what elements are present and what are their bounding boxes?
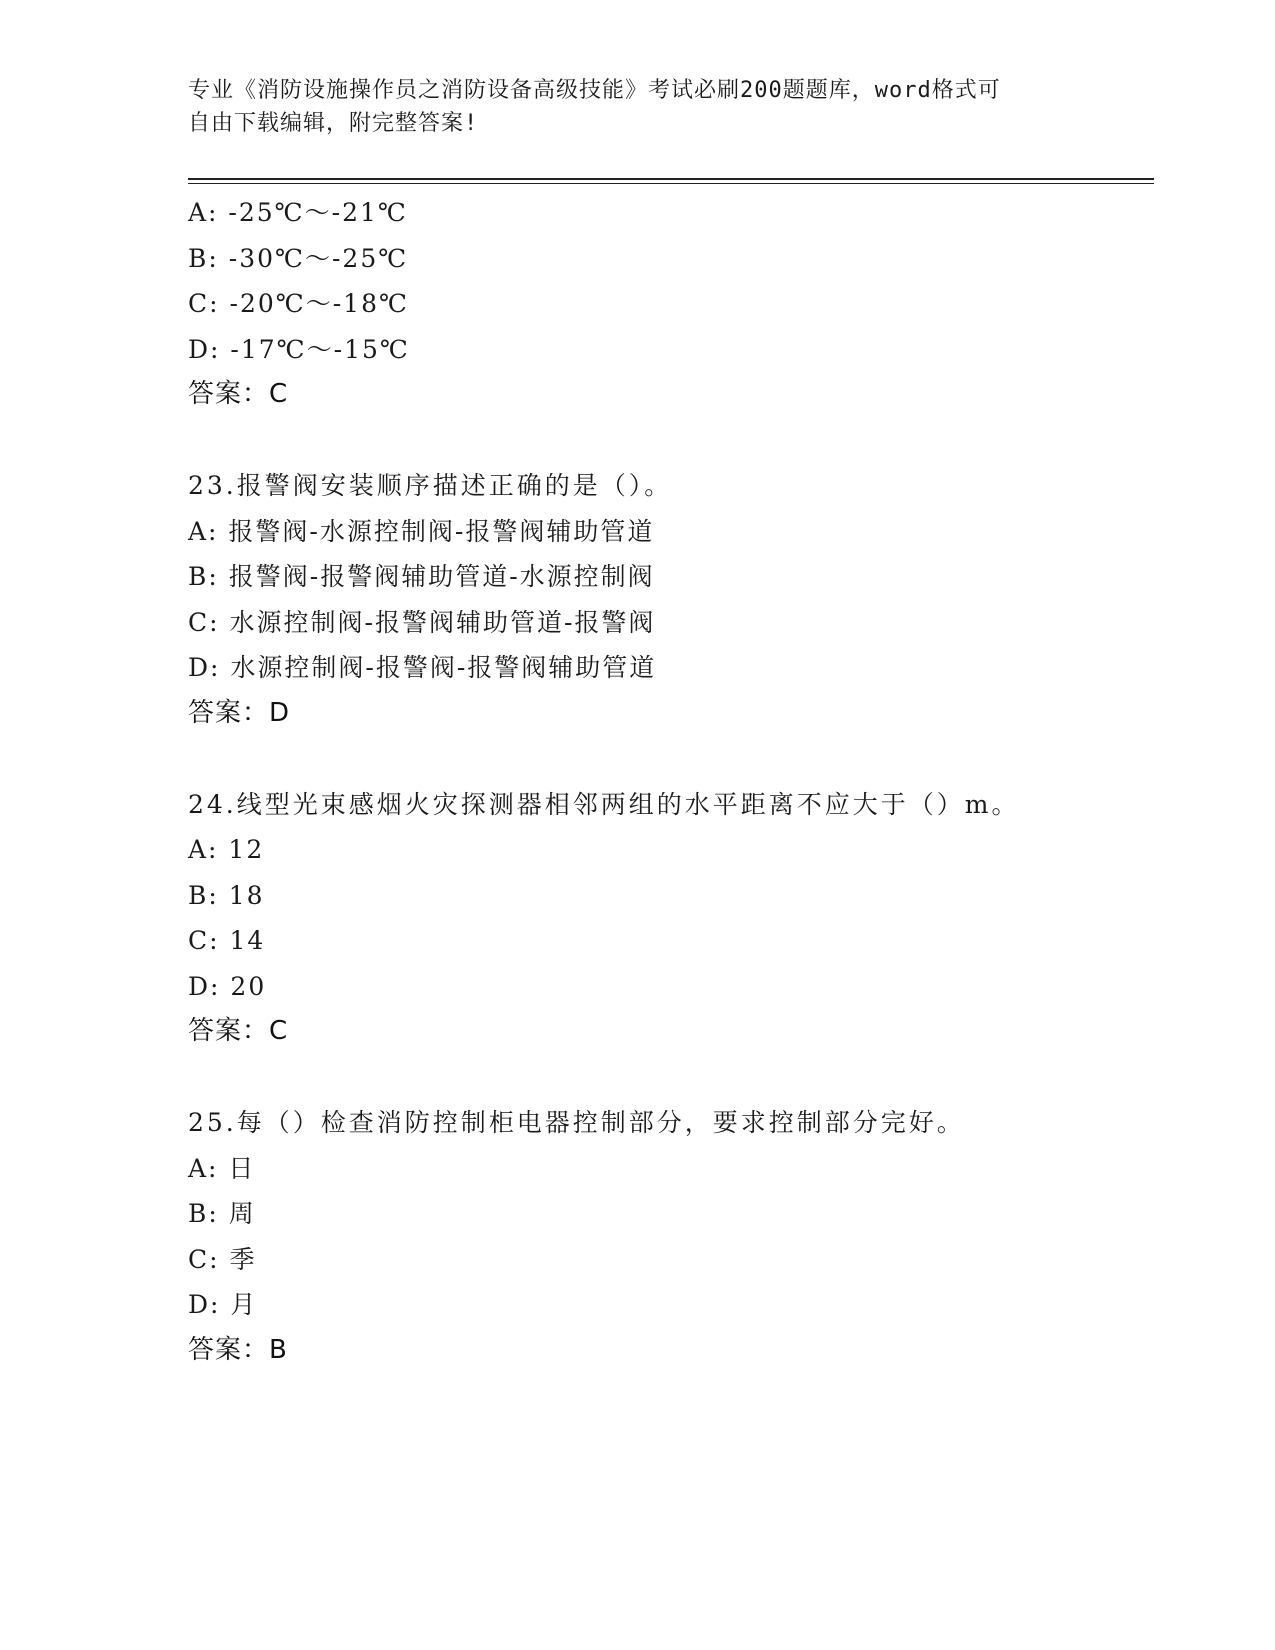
option-d: D: 月: [188, 1290, 258, 1319]
option-d: D: 20: [188, 971, 267, 1001]
option-c: C: 水源控制阀-报警阀辅助管道-报警阀: [188, 607, 656, 637]
option-a: A: 12: [188, 835, 265, 864]
option-a: A: 日: [188, 1153, 256, 1183]
option-c: C: -20℃～-18℃: [188, 289, 409, 318]
option-b: B: -30℃～-25℃: [188, 243, 409, 273]
option-c: C: 季: [188, 1244, 257, 1274]
answer-label: 答案：C: [188, 379, 289, 409]
document-header: [188, 74, 1068, 140]
option-c: C: 14: [188, 926, 266, 955]
question-title: 23.报警阀安装顺序描述正确的是（）。: [188, 471, 673, 500]
answer-label: 答案：C: [188, 1016, 289, 1046]
option-a: A: 报警阀-水源控制阀-报警阀辅助管道: [188, 516, 655, 546]
question-list: [188, 190, 1154, 1373]
spacer: [188, 1055, 1154, 1101]
question-title: 24.线型光束感烟火灾探测器相邻两组的水平距离不应大于（）m。: [188, 789, 1020, 819]
question-block-23: [188, 463, 1154, 736]
answer-label: 答案：B: [188, 1334, 288, 1365]
option-b: B: 18: [188, 880, 265, 910]
answer-label: 答案：D: [188, 697, 291, 728]
question-title: 25.每（）检查消防控制柜电器控制部分，要求控制部分完好。: [188, 1108, 965, 1137]
option-a: A: -25℃～-21℃: [188, 198, 408, 227]
option-d: D: -17℃～-15℃: [188, 334, 410, 364]
header-divider-thin: [188, 183, 1154, 184]
header-divider: [188, 178, 1154, 180]
option-b: B: 报警阀-报警阀辅助管道-水源控制阀: [188, 562, 655, 591]
option-b: B: 周: [188, 1199, 256, 1228]
option-d: D: 水源控制阀-报警阀-报警阀辅助管道: [188, 653, 657, 682]
question-block-25: [188, 1100, 1154, 1373]
spacer: [188, 736, 1154, 782]
header-line-2: 自由下载编辑，附完整答案!: [188, 111, 479, 136]
spacer: [188, 418, 1154, 464]
header-line-1: 专业《消防设施操作员之消防设备高级技能》考试必刷200题题库，word格式可: [188, 78, 1001, 103]
question-block-24: [188, 782, 1154, 1055]
question-block-prev: [188, 190, 1154, 418]
